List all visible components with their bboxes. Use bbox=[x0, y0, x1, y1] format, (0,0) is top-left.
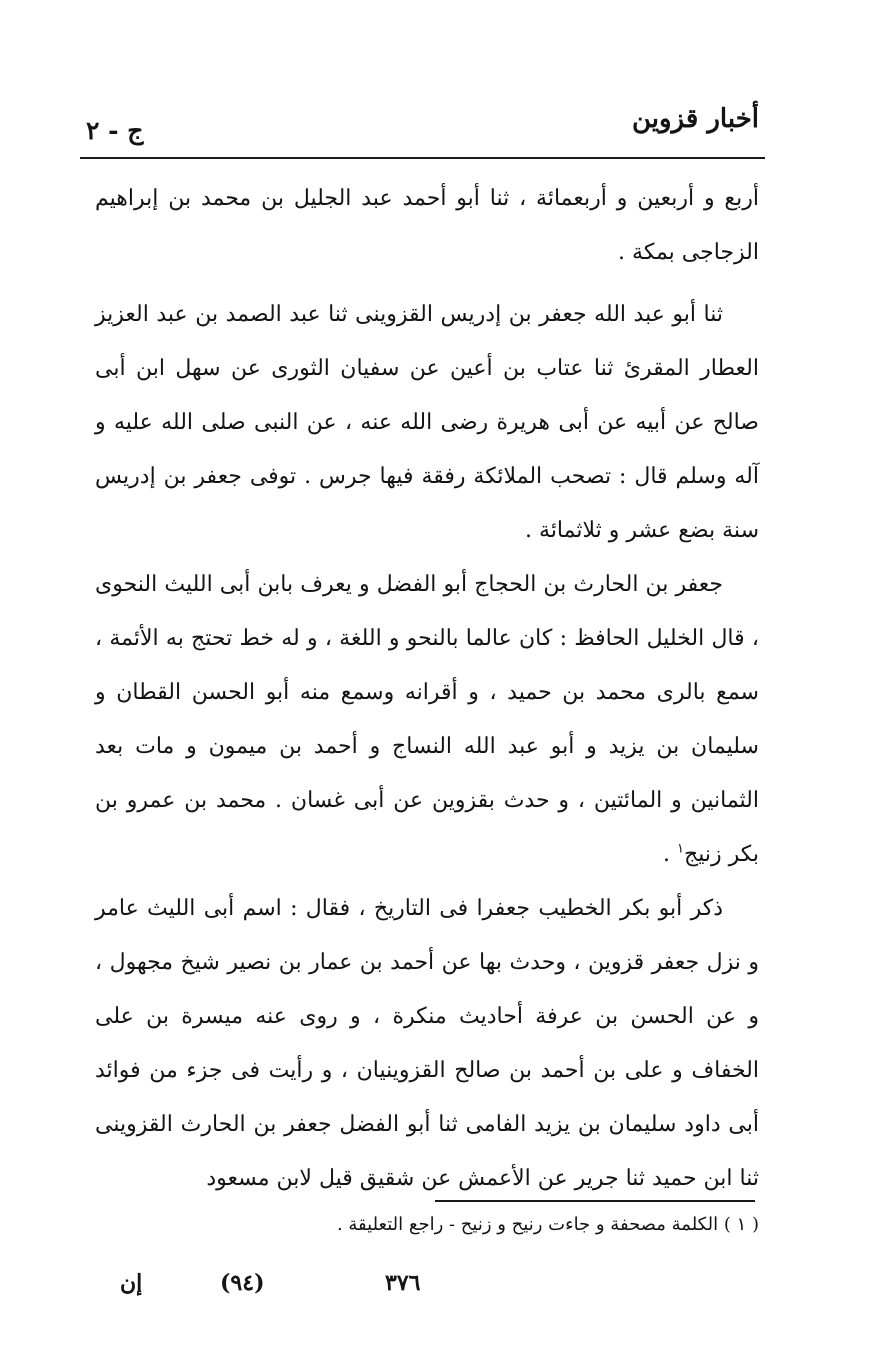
paragraph-4: ذكر أبو بكر الخطيب جعفرا فى التاريخ ، فقال : اسم أبى الليث عامر و نزل جعفر قزوين ، وحدث بها عن أحمد بن عمار بن نصير شيخ مجهول ، و عن الحسن بن عرفة أحاديث منكرة ، و روى عنه ميسرة بن على الخفاف و على بن أحمد بن صالح القزوينيان ، و رأيت فى جزء من فوائد أبى داود سليمان بن يزيد الفامى ثنا أبو الفضل جعفر بن الحارث القزوينى ثنا ابن حميد ثنا جرير عن الأعمش عن شقيق قيل لابن مسعود bbox=[95, 896, 759, 1191]
paragraph-1: أربع و أربعين و أربعمائة ، ثنا أبو أحمد عبد الجليل بن محمد بن إبراهيم الزجاجى بمكة . bbox=[95, 186, 759, 265]
signature-mark: إن bbox=[120, 1270, 143, 1296]
paragraph-3 bbox=[95, 558, 759, 882]
running-header-volume: ج - ٢ bbox=[86, 116, 144, 145]
footnote-divider bbox=[435, 1200, 755, 1202]
folio-number: (٩٤) bbox=[220, 1270, 265, 1296]
main-text bbox=[95, 172, 759, 1206]
header-divider bbox=[80, 157, 765, 159]
footnote: ( ١ ) الكلمة مصحفة و جاءت رنيح و زنيح - راجع التعليقة . bbox=[336, 1214, 759, 1235]
page-number: ٣٧٦ bbox=[385, 1270, 421, 1296]
paragraph-3-end: . bbox=[663, 842, 678, 867]
paragraph-2: ثنا أبو عبد الله جعفر بن إدريس القزوينى ثنا عبد الصمد بن عبد العزيز العطار المقرئ ثنا عتاب بن أعين عن سفيان الثورى عن سهل ابن أبى صالح عن أبيه عن أبى هريرة رضى الله عنه ، عن النبى صلى الله عليه و آله وسلم قال : تصحب الملائكة رفقة فيها جرس . توفى جعفر بن إدريس سنة بضع عشر و ثلاثمائة . bbox=[95, 302, 759, 543]
footnote-reference: ١ bbox=[677, 841, 684, 857]
paragraph-3-text: جعفر بن الحارث بن الحجاج أبو الفضل و يعرف بابن أبى الليث النحوى ، قال الخليل الحافظ : كان عالما بالنحو و اللغة ، و له خط تحتج به الأئمة ، سمع بالرى محمد بن حميد ، و أقرانه وسمع منه أبو الحسن القطان و سليمان بن يزيد و أبو عبد الله النساج و أحمد بن ميمون و مات بعد الثمانين و المائتين ، و حدث بقزوين عن أبى غسان . محمد بن عمرو بن بكر زنيج bbox=[95, 572, 759, 867]
running-header-title: أخبار قزوين bbox=[631, 104, 759, 134]
